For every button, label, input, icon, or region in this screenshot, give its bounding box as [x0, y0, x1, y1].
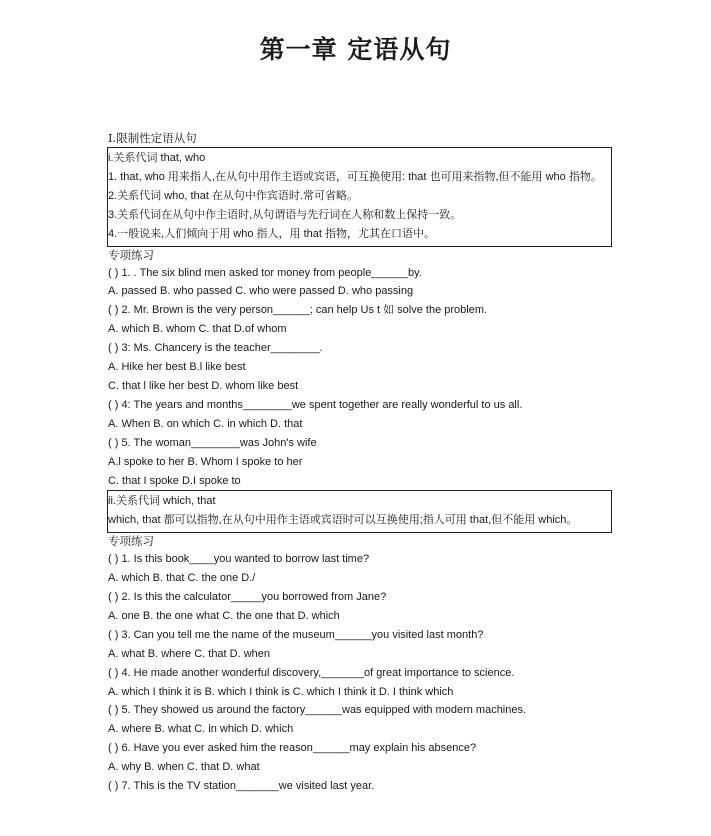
exercise-options: A. why B. when C. that D. what	[108, 761, 260, 774]
exercise-item: ( ) 7. This is the TV station_______we visited last year.	[108, 780, 375, 793]
rule-line: 2.关系代词 who, that 在从句中作宾语时.常可省略。	[108, 189, 358, 202]
section-heading: Ⅰ.限制性定语从句	[108, 131, 197, 145]
exercise-item: ( ) 1. . The six blind men asked tor money from people______by.	[108, 266, 422, 279]
exercise-item: ( ) 4: The years and months________we spent together are really wonderful to us all.	[108, 398, 523, 411]
exercise-options: A. one B. the one what C. the one that D. which	[108, 609, 340, 622]
rule-line: ii.关系代词 which, that	[108, 495, 216, 508]
exercise-item: ( ) 5. The woman________was John's wife	[108, 436, 317, 449]
exercise-options: A.l spoke to her B. Whom I spoke to her	[108, 455, 303, 468]
rule-line: i.关系代词 that, who	[108, 152, 206, 164]
exercise-item: ( ) 3: Ms. Chancery is the teacher________.	[108, 342, 323, 355]
rule-line: 3.关系代词在从句中作主语时,从句谓语与先行词在人称和数上保持一致。	[108, 208, 462, 221]
exercise-options: C. that I spoke D.I spoke to	[108, 474, 241, 487]
rule-line: which, that 都可以指物,在从句中用作主语或宾语时可以互换使用;指人可用 that,但不能用 which。	[108, 514, 578, 527]
exercise-item: ( ) 2. Is this the calculator_____you borrowed from Jane?	[108, 591, 387, 604]
exercise-item: ( ) 6. Have you ever asked him the reason______may explain his absence?	[108, 742, 477, 755]
exercise-options: A. which I think it is B. which I think is C. which I think it D. I think which	[108, 685, 454, 698]
practice-label: 专项练习	[108, 534, 154, 549]
exercise-options: C. that l like her best D. whom like best	[108, 379, 299, 392]
rule-box-1	[107, 147, 612, 247]
exercise-item: ( ) 5. They showed us around the factory______was equipped with modern machines.	[108, 704, 527, 717]
exercise-options: A. Hike her best B.l like best	[108, 361, 246, 374]
exercise-options: A. which B. whom C. that D.of whom	[108, 323, 287, 336]
exercise-options: A. what B. where C. that D. when	[108, 647, 271, 660]
exercise-item: ( ) 1. Is this book____you wanted to borrow last time?	[108, 553, 370, 566]
document-body	[108, 130, 612, 796]
exercise-item: ( ) 3. Can you tell me the name of the museum______you visited last month?	[108, 628, 484, 641]
exercise-options: A. which B. that C. the one D./	[108, 572, 256, 585]
exercise-options: A. passed B. who passed C. who were passed D. who passing	[108, 285, 414, 298]
exercise-list-1	[108, 264, 612, 491]
exercise-list-2	[108, 550, 612, 796]
rule-line: 1. that, who 用来指人,在从句中用作主语或宾语，可互换使用: that 也可用来指物,但不能用 who 指物。	[108, 170, 602, 183]
rule-box-2	[107, 490, 612, 533]
practice-label: 专项练习	[108, 247, 154, 262]
exercise-item: ( ) 2. Mr. Brown is the very person______; can help Us t 如 solve the problem.	[108, 304, 488, 317]
exercise-item: ( ) 4. He made another wonderful discovery,_______of great importance to science.	[108, 666, 515, 679]
exercise-options: A. where B. what C. in which D. which	[108, 723, 294, 736]
chapter-title: 第一章 定语从句	[259, 35, 452, 64]
exercise-options: A. When B. on which C. in which D. that	[108, 417, 303, 430]
rule-line: 4.一般说来,人们倾向于用 who 指人，用 that 指物，尤其在口语中。	[108, 227, 435, 240]
